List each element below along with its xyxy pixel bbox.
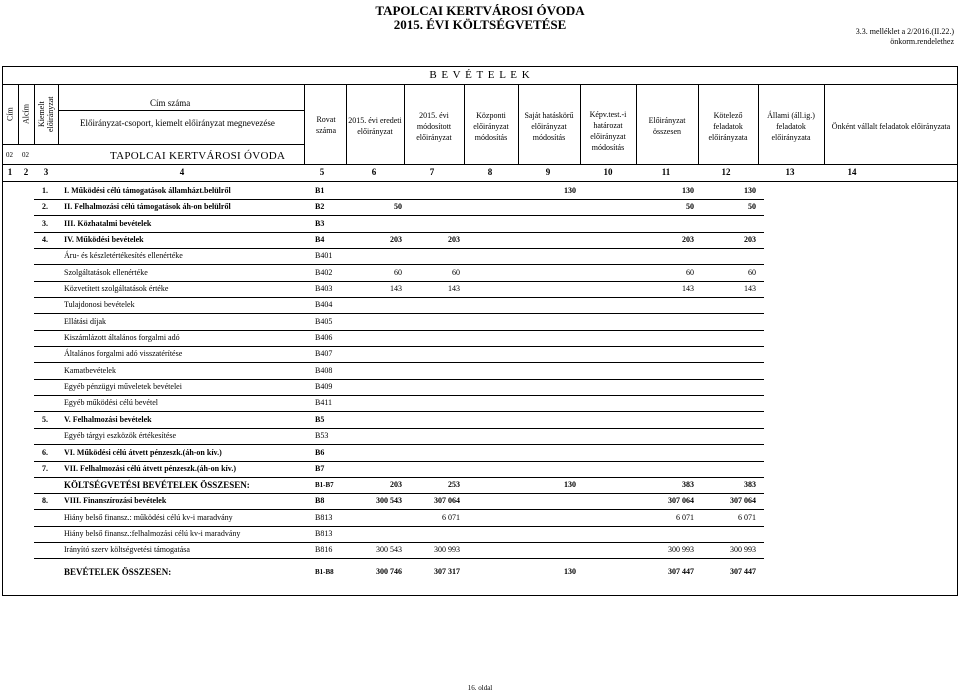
row-divider [34, 509, 764, 510]
row-rovat: B1-B7 [315, 481, 334, 489]
row-value-osszesen: 307 064 [668, 496, 694, 505]
row-divider [34, 395, 764, 396]
row-value-modositott: 60 [452, 268, 460, 277]
row-name: Ellátási díjak [64, 317, 106, 326]
row-name: Irányító szerv költségvetési támogatása [64, 545, 190, 554]
column-number: 8 [487, 167, 493, 177]
row-rovat: B402 [315, 268, 333, 277]
row-value-modositott: 253 [448, 480, 460, 489]
row-rovat: B406 [315, 333, 333, 342]
row-divider [34, 297, 764, 298]
header-kepvtest: Képv.test.-i határozat előirányzat módosítás [589, 110, 627, 152]
col-divider [404, 84, 405, 164]
row-value-modositott: 307 064 [434, 496, 460, 505]
row-divider [34, 526, 764, 527]
annex-note-line2: önkorm.rendelethez [890, 37, 954, 46]
row-name: Hiány belső finansz.: működési célú kv-i maradvány [64, 513, 233, 522]
row-divider [34, 346, 764, 347]
column-number: 3 [43, 167, 49, 177]
header-sajat: Saját hatáskörű előirányzat módosítás [524, 110, 574, 142]
row-divider [34, 542, 764, 543]
row-rovat: B53 [315, 431, 329, 440]
row-value-osszesen: 383 [682, 480, 694, 489]
header-kotelezo: Kötelező feladatok előirányzata [708, 110, 748, 142]
row-rovat: B1 [315, 186, 325, 195]
column-number: 1 [7, 167, 13, 177]
row-divider [34, 444, 764, 445]
row-rovat: B404 [315, 300, 333, 309]
row-divider [34, 281, 764, 282]
row-name: Tulajdonosi bevételek [64, 300, 135, 309]
row-value-osszesen: 307 447 [668, 567, 694, 576]
col-divider [346, 84, 347, 164]
cimszama-rule [58, 110, 304, 111]
column-number: 10 [603, 167, 613, 177]
row-divider [34, 558, 764, 559]
row-value-modositott: 300 993 [434, 545, 460, 554]
row-divider [34, 199, 764, 200]
row-value-eredeti: 203 [390, 235, 402, 244]
row-value-sajat: 130 [564, 186, 576, 195]
row-rovat: B813 [315, 529, 333, 538]
row-index: 4. [42, 235, 48, 244]
col-divider [464, 84, 465, 164]
row-value-modositott: 143 [448, 284, 460, 293]
row-name: Kiszámlázott általános forgalmi adó [64, 333, 180, 342]
institution-code-cim: 02 [6, 151, 13, 159]
header-kozponti: Központi előirányzat módosítás [473, 110, 509, 142]
row-value-osszesen: 143 [682, 284, 694, 293]
doc-title-line2: 2015. ÉVI KÖLTSÉGVETÉSE [393, 17, 567, 32]
row-value-eredeti: 300 543 [376, 545, 402, 554]
row-rovat: B411 [315, 398, 333, 407]
row-value-kotelezo: 130 [744, 186, 756, 195]
row-name: Egyéb tárgyi eszközök értékesítése [64, 431, 177, 440]
row-value-eredeti: 143 [390, 284, 402, 293]
row-name: KÖLTSÉGVETÉSI BEVÉTELEK ÖSSZESEN: [64, 480, 250, 490]
header-rovat: Rovat száma [316, 115, 336, 135]
institution-rule [2, 144, 304, 145]
column-number: 11 [661, 167, 671, 177]
row-value-kotelezo: 60 [748, 268, 756, 277]
row-divider [34, 330, 764, 331]
row-value-osszesen: 50 [686, 202, 694, 211]
row-name: Általános forgalmi adó visszatérítése [64, 349, 183, 358]
row-divider [34, 215, 764, 216]
row-value-modositott: 307 317 [434, 567, 460, 576]
row-divider [34, 362, 764, 363]
row-value-eredeti: 203 [390, 480, 402, 489]
header-osszesen: Előirányzat összesen [648, 116, 686, 136]
row-rovat: B816 [315, 545, 333, 554]
row-value-modositott: 203 [448, 235, 460, 244]
col-divider [580, 84, 581, 164]
row-divider [34, 379, 764, 380]
row-value-kotelezo: 383 [744, 480, 756, 489]
column-number: 7 [429, 167, 435, 177]
row-value-kotelezo: 307 064 [730, 496, 756, 505]
row-value-eredeti: 300 746 [376, 567, 402, 576]
row-value-osszesen: 300 993 [668, 545, 694, 554]
row-rovat: B3 [315, 219, 325, 228]
row-index: 6. [42, 448, 48, 457]
column-number: 13 [785, 167, 795, 177]
row-value-osszesen: 60 [686, 268, 694, 277]
annex-note [856, 27, 954, 47]
header-eredeti: 2015. évi eredeti előirányzat [348, 116, 402, 136]
header-cim-szama: Cím száma [150, 98, 191, 108]
col-divider [518, 84, 519, 164]
row-divider [34, 477, 764, 478]
institution-name: TAPOLCAI KERTVÁROSI ÓVODA [110, 150, 286, 162]
row-value-eredeti: 300 543 [376, 496, 402, 505]
row-rovat: B6 [315, 448, 325, 457]
row-rovat: B401 [315, 251, 333, 260]
col-divider [636, 84, 637, 164]
column-number: 12 [721, 167, 731, 177]
row-divider [34, 248, 764, 249]
row-name: BEVÉTELEK ÖSSZESEN: [64, 567, 172, 577]
row-value-kotelezo: 307 447 [730, 567, 756, 576]
row-value-kotelezo: 203 [744, 235, 756, 244]
row-value-eredeti: 60 [394, 268, 402, 277]
row-rovat: B5 [315, 415, 325, 424]
column-number: 6 [371, 167, 377, 177]
row-name: Áru- és készletértékesítés ellenértéke [64, 251, 183, 260]
column-number: 2 [23, 167, 29, 177]
header-bottom-rule [2, 164, 958, 165]
col-divider [758, 84, 759, 164]
row-name: Szolgáltatások ellenértéke [64, 268, 148, 277]
row-rovat: B407 [315, 349, 333, 358]
row-name: Hiány belső finansz.:felhalmozási célú kv-i maradvány [64, 529, 241, 538]
row-rovat: B405 [315, 317, 333, 326]
column-number: 5 [319, 167, 325, 177]
row-name: Egyéb működési célú bevétel [64, 398, 158, 407]
row-value-sajat: 130 [564, 480, 576, 489]
row-rovat: B2 [315, 202, 325, 211]
row-divider [34, 461, 764, 462]
row-value-sajat: 130 [564, 567, 576, 576]
header-top-rule [2, 84, 958, 85]
row-value-kotelezo: 50 [748, 202, 756, 211]
col-divider [58, 84, 59, 144]
row-index: 1. [42, 186, 48, 195]
row-name: II. Felhalmozási célú támogatások áh-on belülről [64, 202, 231, 211]
row-divider [34, 313, 764, 314]
col-divider [824, 84, 825, 164]
header-csoport: Előirányzat-csoport, kiemelt előirányzat megnevezése [80, 118, 275, 128]
row-index: 5. [42, 415, 48, 424]
row-value-osszesen: 203 [682, 235, 694, 244]
row-name: VI. Működési célú átvett pénzeszk.(áh-on kív.) [64, 448, 222, 457]
header-cim: Cím [5, 107, 15, 121]
annex-note-line1: 3.3. melléklet a 2/2016.(II.22.) [855, 27, 954, 36]
doc-title-line1: TAPOLCAI KERTVÁROSI ÓVODA [375, 3, 585, 18]
row-divider [34, 493, 764, 494]
column-number: 4 [179, 167, 185, 177]
row-index: 2. [42, 202, 48, 211]
column-number: 14 [847, 167, 857, 177]
row-name: V. Felhalmozási bevételek [64, 415, 152, 424]
row-divider [34, 232, 764, 233]
row-value-eredeti: 50 [394, 202, 402, 211]
row-value-kotelezo: 6 071 [738, 513, 756, 522]
row-index: 7. [42, 464, 48, 473]
row-rovat: B408 [315, 366, 333, 375]
col-divider [698, 84, 699, 164]
page-number: 16. oldal [467, 684, 493, 692]
row-index: 3. [42, 219, 48, 228]
row-rovat: B813 [315, 513, 333, 522]
row-value-osszesen: 130 [682, 186, 694, 195]
row-divider [34, 411, 764, 412]
row-rovat: B1-B8 [315, 568, 334, 576]
header-kiemelt: Kiemelt előirányzat [37, 96, 55, 132]
header-alcim: Alcím [21, 104, 31, 124]
section-title: B E V É T E L E K [429, 69, 531, 81]
row-name: IV. Működési bevételek [64, 235, 144, 244]
row-rovat: B403 [315, 284, 333, 293]
row-name: VII. Felhalmozási célú átvett pénzeszk.(áh-on kív.) [64, 464, 236, 473]
row-rovat: B7 [315, 464, 325, 473]
row-index: 8. [42, 496, 48, 505]
row-name: Egyéb pénzügyi műveletek bevételei [64, 382, 182, 391]
row-name: Közvetített szolgáltatások értéke [64, 284, 169, 293]
header-modositott: 2015. évi módosított előirányzat [416, 110, 452, 142]
row-rovat: B409 [315, 382, 333, 391]
row-divider [34, 428, 764, 429]
column-number-rule [2, 181, 958, 182]
row-name: III. Közhatalmi bevételek [64, 219, 152, 228]
row-value-modositott: 6 071 [442, 513, 460, 522]
column-number: 9 [545, 167, 551, 177]
row-divider [34, 264, 764, 265]
header-onkent: Önként vállalt feladatok előirányzata [831, 121, 951, 131]
col-divider [304, 84, 305, 164]
row-value-kotelezo: 300 993 [730, 545, 756, 554]
row-name: I. Működési célú támogatások államházt.belülről [64, 186, 231, 195]
row-value-kotelezo: 143 [744, 284, 756, 293]
row-name: VIII. Finanszírozási bevételek [64, 496, 167, 505]
header-allami: Állami (áll.ig.) feladatok előirányzata [767, 110, 815, 142]
row-name: Kamatbevételek [64, 366, 116, 375]
institution-code-alcim: 02 [22, 151, 29, 159]
row-rovat: B4 [315, 235, 325, 244]
row-rovat: B8 [315, 496, 325, 505]
row-value-osszesen: 6 071 [676, 513, 694, 522]
